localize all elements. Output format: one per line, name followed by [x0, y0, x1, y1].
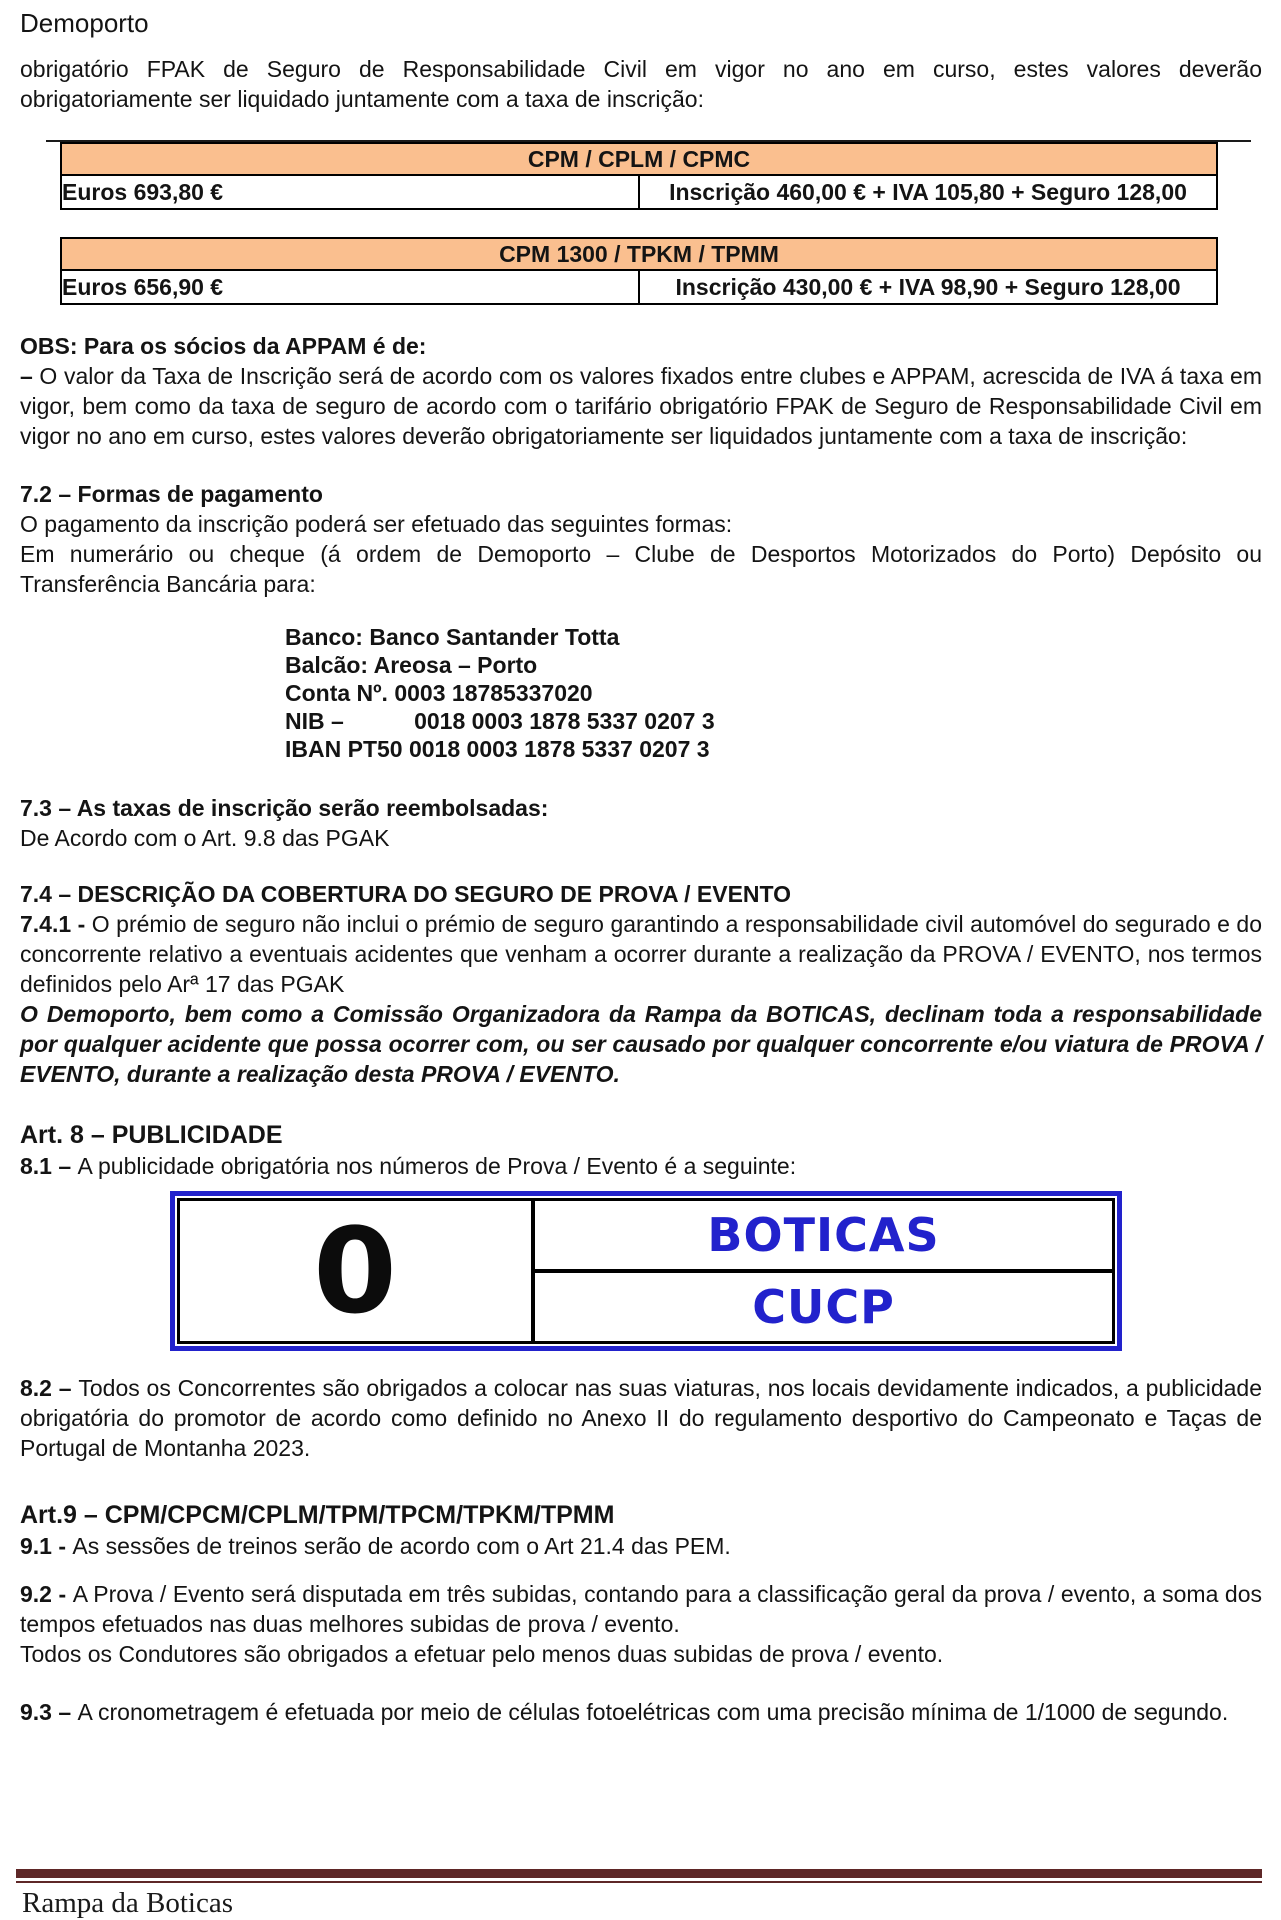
section-7-2-heading: 7.2 – Formas de pagamento	[20, 481, 323, 507]
plate-sponsor-top-text: BOTICAS	[707, 1208, 940, 1262]
bank-iban-line: IBAN PT50 0018 0003 1878 5337 0207 3	[285, 736, 710, 762]
bank-branch-line: Balcão: Areosa – Porto	[285, 652, 538, 678]
footer-rule-thick	[16, 1869, 1262, 1878]
page-footer	[16, 1869, 1262, 1919]
article-9-heading: Art.9 – CPM/CPCM/CPLM/TPM/TPCM/TPKM/TPMM	[20, 1501, 615, 1529]
clause-9-1-label: 9.1 -	[20, 1533, 73, 1559]
clause-8-2-text: Todos os Concorrentes são obrigados a colocar nas suas viaturas, nos locais devidamente indicados, a publicidade obrigatória do promotor de acordo como definido no Anexo II do regulamento desportivo do Campeonato e Taças de Portugal de Montanha 2023.	[20, 1375, 1262, 1461]
clause-9-1-text: As sessões de treinos serão de acordo com o Art 21.4 das PEM.	[72, 1533, 731, 1559]
fee-category-header: CPM / CPLM / CPMC	[61, 143, 1217, 175]
payment-methods-line: Em numerário ou cheque (á ordem de Demoporto – Clube de Desportos Motorizados do Porto) Depósito ou Transferência Bancária para:	[20, 541, 1262, 597]
bank-nib-line: NIB – 0018 0003 1878 5337 0207 3	[285, 708, 715, 734]
clause-9-2-text: A Prova / Evento será disputada em três subidas, contando para a classificação geral da prova / evento, a soma dos tempos efetuados nas duas melhores subidas de prova / evento.	[20, 1581, 1262, 1637]
clause-7-4-1-text: O prémio de seguro não inclui o prémio de seguro garantindo a responsabilidade civil automóvel do segurado e do concorrente relativo a eventuais acidentes que venham a ocorrer durante a realização da PROVA / EVENTO, nos termos definidos pelo Arª 17 das PGAK	[20, 911, 1262, 997]
clause-9-3-label: 9.3 –	[20, 1699, 78, 1725]
obs-paragraph	[20, 361, 1262, 451]
intro-paragraph: obrigatório FPAK de Seguro de Responsabilidade Civil em vigor no ano em curso, estes valores deverão obrigatoriamente ser liquidado juntamente com a taxa de inscrição:	[20, 56, 1262, 112]
race-number-plate	[170, 1191, 1122, 1351]
plate-number: 0	[313, 1202, 398, 1340]
bank-details-block	[285, 623, 1262, 763]
clause-8-1	[20, 1151, 1262, 1181]
fee-total-cell: Euros 656,90 €	[61, 270, 639, 304]
clause-9-2-extra: Todos os Condutores são obrigados a efetuar pelo menos duas subidas de prova / evento.	[20, 1641, 944, 1667]
clause-8-1-text: A publicidade obrigatória nos números de Prova / Evento é a seguinte:	[77, 1153, 797, 1179]
plate-number-cell	[180, 1201, 535, 1341]
liability-disclaimer: O Demoporto, bem como a Comissão Organizadora da Rampa da BOTICAS, declinam toda a responsabilidade por qualquer acidente que possa ocorrer com, ou ser causado por qualquer concorrente e/ou viatura de PROVA / EVENTO, durante a realização desta PROVA / EVENTO.	[20, 1001, 1262, 1087]
fee-category-header: CPM 1300 / TPKM / TPMM	[61, 238, 1217, 270]
race-number-plate-inner	[177, 1198, 1115, 1344]
table-row	[61, 270, 1217, 304]
clause-8-2	[20, 1373, 1262, 1463]
fee-breakdown-cell: Inscrição 430,00 € + IVA 98,90 + Seguro 128,00	[639, 270, 1217, 304]
fee-table-cpm	[60, 142, 1218, 210]
section-7-4-heading: 7.4 – DESCRIÇÃO DA COBERTURA DO SEGURO DE PROVA / EVENTO	[20, 881, 792, 907]
table-row	[61, 175, 1217, 209]
fee-table-header-row	[61, 238, 1217, 270]
plate-sponsor-bottom-text: CUCP	[752, 1280, 895, 1334]
fee-breakdown-cell: Inscrição 460,00 € + IVA 105,80 + Seguro 128,00	[639, 175, 1217, 209]
clause-9-3-text: A cronometragem é efetuada por meio de células fotoelétricas com uma precisão mínima de 1/1000 de segundo.	[77, 1699, 1229, 1725]
fee-table-header-row	[61, 143, 1217, 175]
obs-dash: –	[20, 363, 33, 389]
plate-sponsor-bottom-cell	[535, 1273, 1112, 1341]
article-8-heading: Art. 8 – PUBLICIDADE	[20, 1121, 283, 1149]
footer-event-title: Rampa da Boticas	[22, 1887, 234, 1919]
payment-intro-line: O pagamento da inscrição poderá ser efetuado das seguintes formas:	[20, 511, 733, 537]
bank-name-line: Banco: Banco Santander Totta	[285, 624, 620, 650]
clause-8-1-label: 8.1 –	[20, 1153, 78, 1179]
clause-9-2	[20, 1579, 1262, 1639]
clause-9-1	[20, 1531, 1262, 1561]
clause-7-4-1	[20, 909, 1262, 999]
refunds-text: De Acordo com o Art. 9.8 das PGAK	[20, 825, 390, 851]
plate-sponsor-cell	[535, 1201, 1112, 1341]
clause-7-4-1-label: 7.4.1 -	[20, 911, 92, 937]
obs-heading: OBS: Para os sócios da APPAM é de:	[20, 333, 427, 359]
clause-8-2-label: 8.2 –	[20, 1375, 79, 1401]
page-header-club-name: Demoporto	[20, 8, 149, 38]
plate-sponsor-top-cell	[535, 1201, 1112, 1273]
section-7-3-heading: 7.3 – As taxas de inscrição serão reembolsadas:	[20, 795, 549, 821]
obs-text: O valor da Taxa de Inscrição será de acordo com os valores fixados entre clubes e APPAM, acrescida de IVA á taxa em vigor, bem como da taxa de seguro de acordo com o tarifário obrigatório FPAK de Seguro de Responsabilidade Civil em vigor no ano em curso, estes valores deverão obrigatoriamente ser liquidados juntamente com a taxa de inscrição:	[20, 363, 1262, 449]
clause-9-3	[20, 1697, 1262, 1727]
bank-account-line: Conta Nº. 0003 18785337020	[285, 680, 593, 706]
fee-table-cpm1300	[60, 237, 1218, 305]
footer-rule-thin	[16, 1881, 1262, 1883]
fee-total-cell: Euros 693,80 €	[61, 175, 639, 209]
clause-9-2-label: 9.2 -	[20, 1581, 73, 1607]
